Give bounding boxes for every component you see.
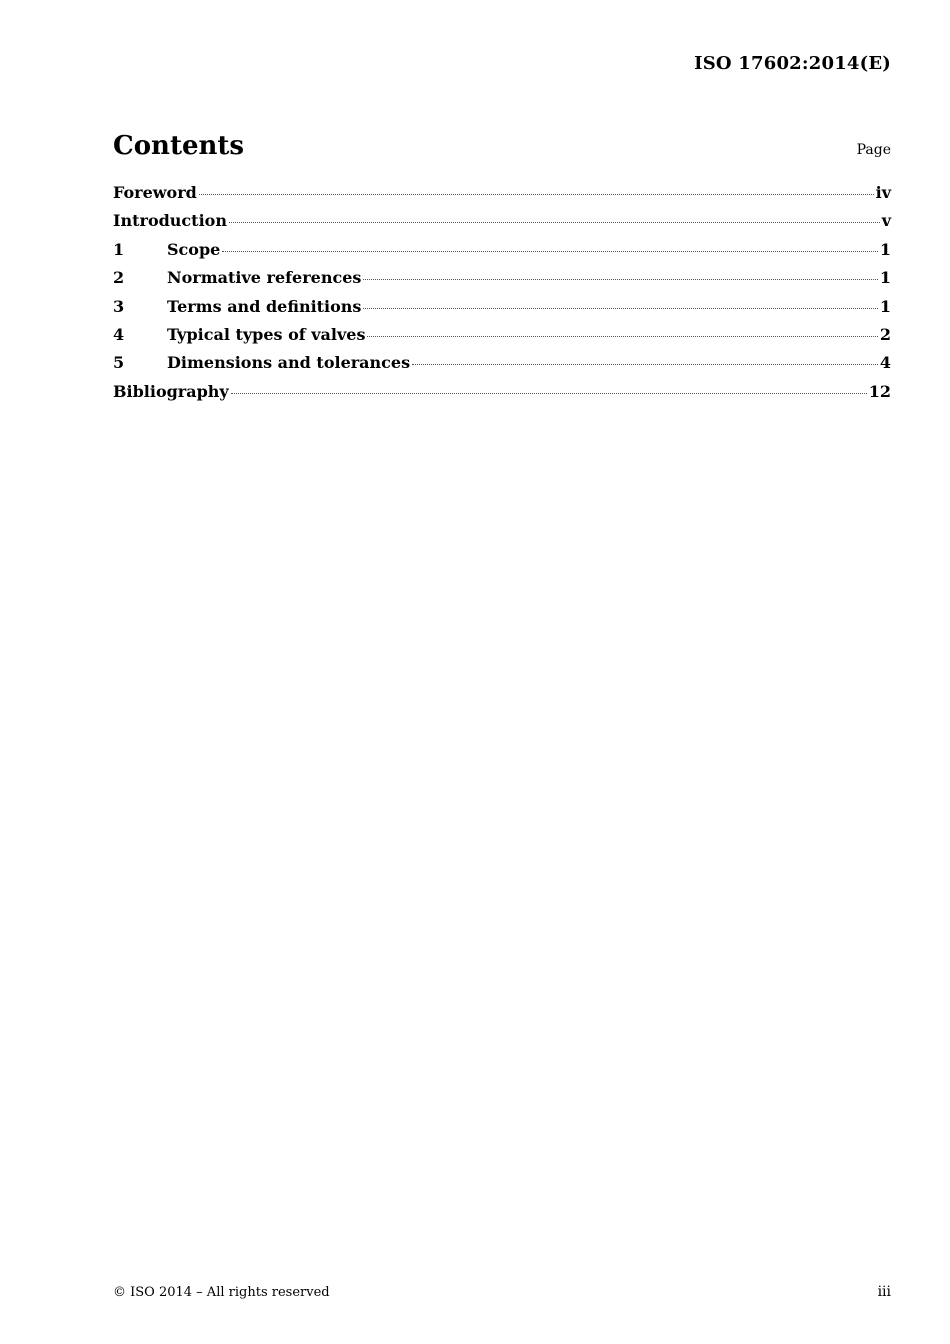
table-of-contents — [113, 183, 891, 410]
toc-entry-number: 5 — [113, 353, 125, 373]
toc-entry-title: Typical types of valves — [167, 324, 366, 344]
toc-entry-bibliography[interactable] — [113, 382, 891, 410]
contents-title: Contents — [113, 131, 245, 161]
toc-entry-title: Dimensions and tolerances — [167, 353, 411, 373]
toc-entry-terms-and-definitions[interactable] — [113, 297, 891, 325]
toc-entry-title: Scope — [167, 239, 221, 259]
toc-entry-normative-references[interactable] — [113, 268, 891, 296]
toc-dot-leader — [412, 364, 878, 365]
document-id-header: ISO 17602:2014(E) — [694, 53, 891, 74]
footer-copyright: © ISO 2014 – All rights reserved — [113, 1285, 330, 1300]
toc-entry-title: Foreword — [113, 183, 197, 202]
toc-entry-dimensions-and-tolerances[interactable] — [113, 353, 891, 381]
toc-entry-number: 3 — [113, 296, 125, 316]
toc-entry-page: 1 — [879, 239, 891, 259]
toc-entry-introduction[interactable] — [113, 211, 891, 239]
toc-entry-page: 4 — [879, 353, 891, 373]
toc-entry-page: v — [881, 211, 891, 231]
toc-entry-title: Bibliography — [113, 381, 229, 401]
toc-entry-page: 1 — [879, 268, 891, 288]
toc-entry-page: iv — [875, 183, 891, 202]
page-column-label: Page — [856, 142, 891, 158]
toc-entry-number: 4 — [113, 324, 125, 344]
toc-entry-title: Introduction — [113, 211, 227, 231]
toc-dot-leader — [363, 308, 877, 309]
toc-entry-page: 12 — [868, 381, 891, 401]
toc-entry-page: 2 — [879, 324, 891, 344]
toc-entry-number: 2 — [113, 268, 125, 288]
toc-entry-typical-types-of-valves[interactable] — [113, 325, 891, 353]
toc-dot-leader — [231, 393, 867, 394]
toc-entry-number: 1 — [113, 239, 125, 259]
toc-dot-leader — [199, 194, 874, 195]
toc-entry-foreword[interactable] — [113, 183, 891, 211]
toc-entry-scope[interactable] — [113, 240, 891, 268]
toc-entry-page: 1 — [879, 296, 891, 316]
toc-dot-leader — [229, 222, 880, 223]
footer-page-number: iii — [877, 1284, 891, 1300]
toc-dot-leader — [222, 251, 878, 252]
toc-dot-leader — [363, 279, 877, 280]
toc-entry-title: Normative references — [167, 268, 362, 288]
toc-dot-leader — [367, 336, 877, 337]
toc-entry-title: Terms and definitions — [167, 296, 362, 316]
